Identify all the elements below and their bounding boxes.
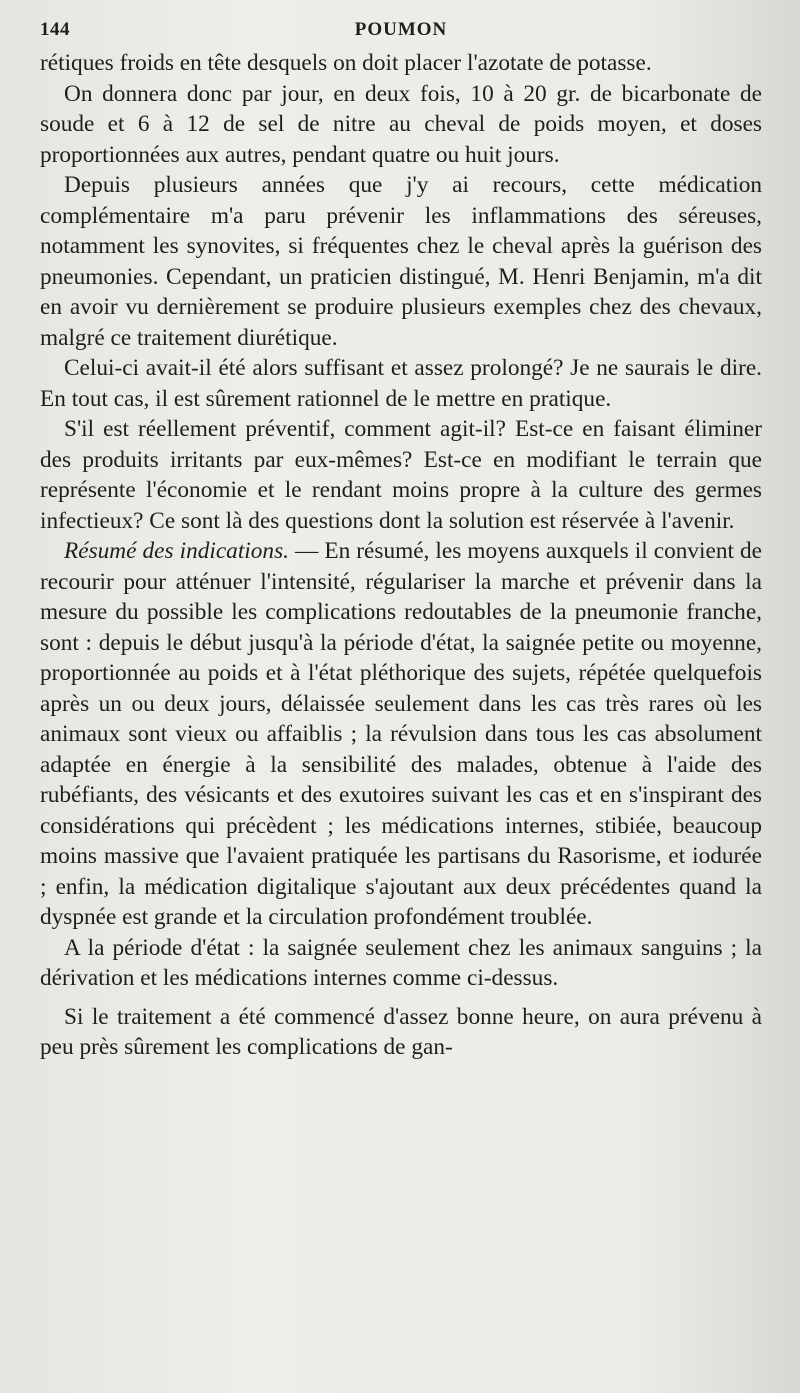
paragraph-5: S'il est réellement préventif, comment agit-il? Est-ce en faisant éliminer des produits irritants par eux-mêmes? Est-ce en modifiant le terrain que représente l'économie et le rendant moins propre à la culture des germes infectieux? Ce sont là des questions dont la solution est réservée à l'avenir. — [40, 416, 762, 534]
paragraph-8: Si le traitement a été commencé d'assez bonne heure, on aura prévenu à peu près sûrement les complications de gan- — [40, 1003, 762, 1060]
running-head: POUMON — [354, 19, 448, 40]
paragraph-2: On donnera donc par jour, en deux fois, 10 à 20 gr. de bicarbonate de soude et 6 à 12 de sel de nitre au cheval de poids moyen, et doses proportionnées aux autres, pendant quatre ou huit jours. — [40, 80, 762, 168]
summary-text: — En résumé, les moyens auxquels il convient de recourir pour atténuer l'intensité, régulariser la marche et prévenir dans la mesure du possible les complications redoutables de la pneumonie franche, sont : depuis le début jusqu'à la période d'état, la saignée petite ou moyenne, proportionnée au poids et à l'état pléthorique des sujets, répétée quelquefois après un ou deux jours, délaissée seulement dans les cas très rares où les animaux sont vieux ou affaiblis ; la révulsion dans tous les cas absolument adaptée en énergie à la sensibilité des malades, obtenue à l'aide des rubéfiants, des vésicants et des exutoires suivant les cas et en s'inspirant des considérations qui précèdent ; les médications internes, stibiée, beaucoup moins massive que l'avaient pratiquée les partisans du Rasorisme, et iodurée ; enfin, la médication digitalique s'ajoutant aux deux précédentes quand la dyspnée est grande et la circulation profondément troublée. — [40, 538, 762, 930]
page-number: 144 — [40, 19, 70, 40]
paragraph-7: A la période d'état : la saignée seulement chez les animaux sanguins ; la dérivation et les médications internes comme ci-dessus. — [40, 934, 762, 991]
paragraph-3: Depuis plusieurs années que j'y ai recours, cette médication complémentaire m'a paru prévenir les inflammations des séreuses, notamment les synovites, si fréquentes chez le cheval après la guérison des pneumonies. Cependant, un praticien distingué, M. Henri Benjamin, m'a dit en avoir vu dernièrement se produire plusieurs exemples chez des chevaux, malgré ce traitement diurétique. — [40, 172, 762, 351]
paragraph-1: rétiques froids en tête desquels on doit placer l'azotate de potasse. — [40, 50, 652, 76]
paragraph-4: Celui-ci avait-il été alors suffisant et assez prolongé? Je ne saurais le dire. En tout cas, il est sûrement rationnel de le mettre en pratique. — [40, 355, 762, 412]
section-run-in-heading: Résumé des indications. — [64, 538, 289, 564]
body-text — [40, 48, 762, 1063]
paragraph-6-summary — [40, 536, 762, 933]
page-header — [40, 12, 762, 48]
